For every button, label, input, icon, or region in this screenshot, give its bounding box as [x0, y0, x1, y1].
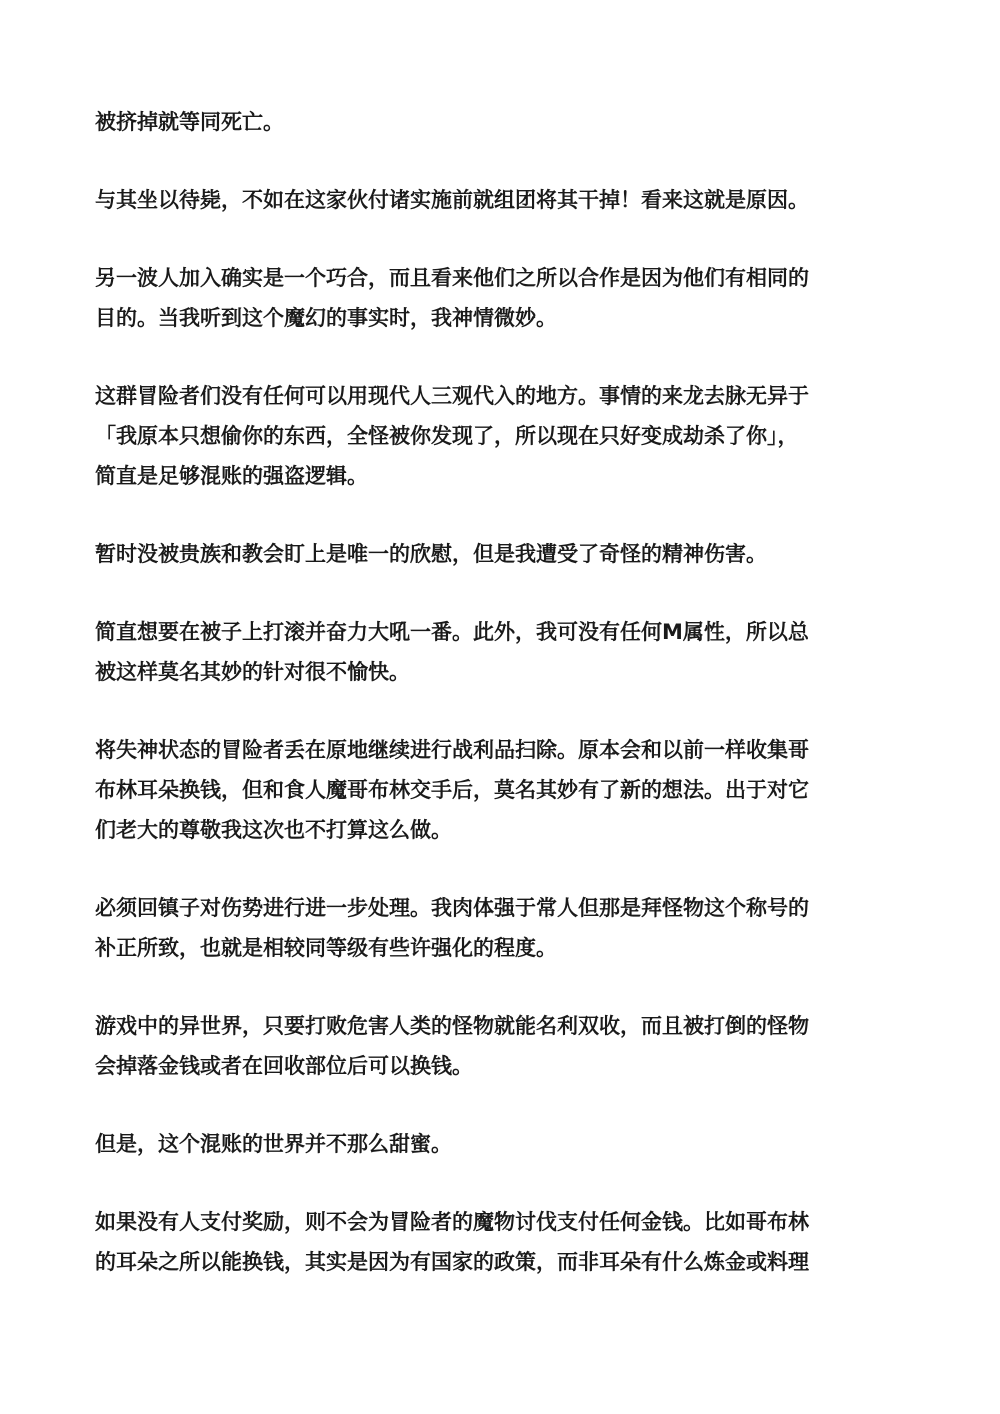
- paragraph-1: 被挤掉就等同死亡。: [95, 110, 284, 134]
- paragraph-9: 游戏中的异世界，只要打败危害人类的怪物就能名利双收，而且被打倒的怪物 会掉落金钱或者在回收部位后可以换钱。: [95, 1014, 809, 1078]
- paragraph-8: 必须回镇子对伤势进行进一步处理。我肉体强于常人但那是拜怪物这个称号的 补正所致，也就是相较同等级有些许强化的程度。: [95, 896, 809, 960]
- paragraph-4: 这群冒险者们没有任何可以用现代人三观代入的地方。事情的来龙去脉无异于 「我原本只想偷你的东西，全怪被你发现了，所以现在只好变成劫杀了你」， 简直是足够混账的强盗逻辑。: [95, 384, 809, 488]
- document-body: [95, 102, 905, 1320]
- paragraph-2: 与其坐以待毙，不如在这家伙付诸实施前就组团将其干掉！看来这就是原因。: [95, 188, 809, 212]
- paragraph-3: 另一波人加入确实是一个巧合，而且看来他们之所以合作是因为他们有相同的 目的。当我听到这个魔幻的事实时，我神情微妙。: [95, 266, 809, 330]
- paragraph-6: 简直想要在被子上打滚并奋力大吼一番。此外，我可没有任何M属性，所以总 被这样莫名其妙的针对很不愉快。: [95, 620, 809, 684]
- paragraph-5: 暂时没被贵族和教会盯上是唯一的欣慰，但是我遭受了奇怪的精神伤害。: [95, 542, 767, 566]
- paragraph-11: 如果没有人支付奖励，则不会为冒险者的魔物讨伐支付任何金钱。比如哥布林 的耳朵之所以能换钱，其实是因为有国家的政策，而非耳朵有什么炼金或料理: [95, 1210, 809, 1274]
- paragraph-10: 但是，这个混账的世界并不那么甜蜜。: [95, 1132, 452, 1156]
- paragraph-7: 将失神状态的冒险者丢在原地继续进行战利品扫除。原本会和以前一样收集哥 布林耳朵换钱，但和食人魔哥布林交手后，莫名其妙有了新的想法。出于对它 们老大的尊敬我这次也不打算这么做。: [95, 738, 809, 842]
